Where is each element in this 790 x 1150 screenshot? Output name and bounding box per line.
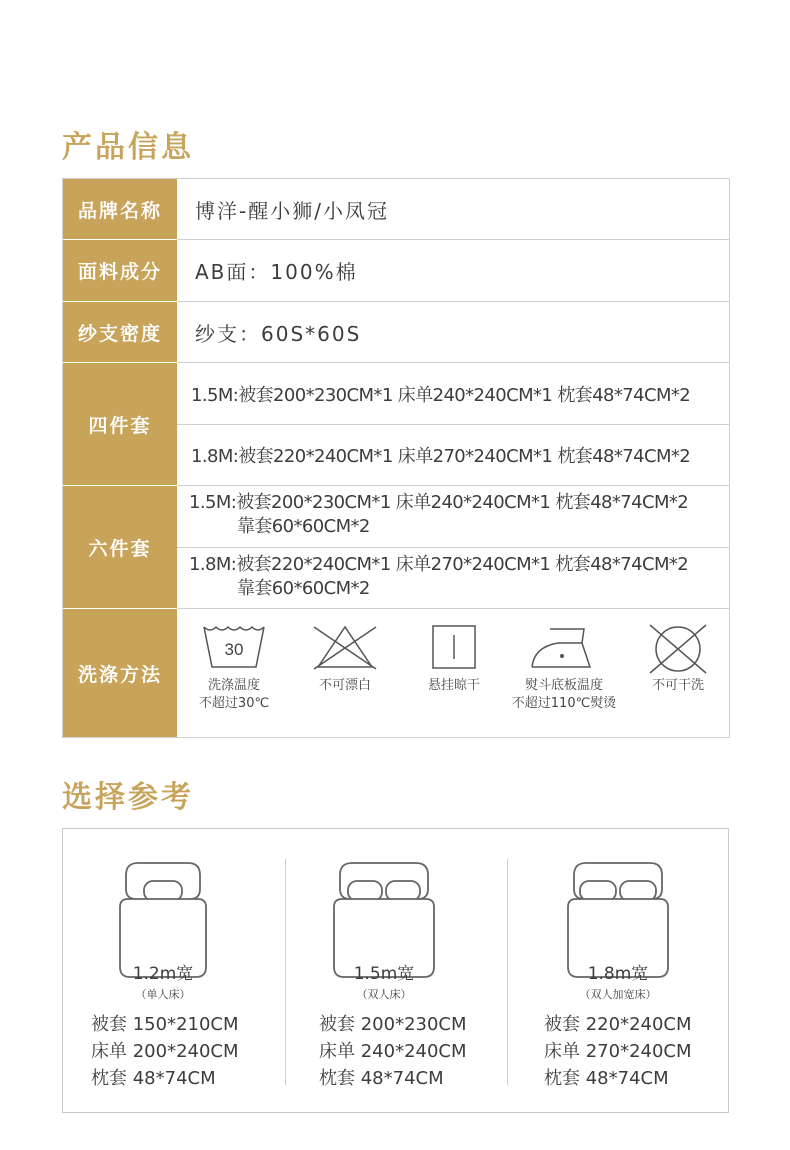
wash-caption-iron bbox=[504, 677, 624, 713]
wash-caption-temperature-line-2: 不超过30℃ bbox=[198, 696, 270, 711]
wash-item-line-dry bbox=[394, 609, 514, 695]
divider bbox=[507, 859, 508, 1085]
bed-size-reference bbox=[62, 828, 729, 1113]
bed-type-single: （单人床） bbox=[135, 988, 191, 1001]
wash-caption-temperature-line-1: 洗涤温度 bbox=[207, 678, 260, 693]
wash-label: 洗涤方法 bbox=[63, 609, 177, 737]
duvet-size-double: 被套 200*230CM bbox=[319, 1014, 467, 1035]
six-piece-row-1 bbox=[177, 491, 729, 539]
fabric-label: 面料成分 bbox=[63, 240, 177, 301]
fabric-value: AB面：100%棉 bbox=[195, 260, 358, 284]
washtub-30-icon bbox=[202, 623, 266, 671]
four-piece-label: 四件套 bbox=[63, 363, 177, 485]
sheet-size-wide-double: 床单 270*240CM bbox=[544, 1041, 692, 1062]
wash-item-iron bbox=[504, 609, 624, 713]
bed-lines-wide-double bbox=[544, 1011, 692, 1092]
six-piece-row-1-line-1: 1.5M:被套200*230CM*1 床单240*240CM*1 枕套48*74CM*2 bbox=[189, 492, 689, 513]
duvet-size-wide-double: 被套 220*240CM bbox=[544, 1014, 692, 1035]
wash-item-no-bleach bbox=[285, 609, 405, 695]
select-reference-title: 选择参考 bbox=[62, 780, 194, 815]
bed-lines-single bbox=[91, 1011, 239, 1092]
divider bbox=[285, 859, 286, 1085]
line-dry-icon bbox=[430, 623, 478, 671]
six-piece-label: 六件套 bbox=[63, 486, 177, 608]
four-piece-row-2: 1.8M:被套220*240CM*1 床单270*240CM*1 枕套48*74CM*2 bbox=[191, 446, 691, 467]
brand-value: 博洋-醒小狮/小凤冠 bbox=[195, 198, 389, 223]
wash-temp-text: 30 bbox=[224, 640, 244, 659]
bed-type-double: （双人床） bbox=[356, 988, 412, 1001]
bed-type-wide-double: （双人加宽床） bbox=[579, 988, 657, 1001]
yarn-label: 纱支密度 bbox=[63, 302, 177, 362]
six-piece-row-2-line-2: 靠套60*60CM*2 bbox=[237, 578, 370, 599]
bed-size-single: 1.2m宽 bbox=[132, 964, 194, 984]
four-piece-row-1: 1.5M:被套200*230CM*1 床单240*240CM*1 枕套48*74CM*2 bbox=[191, 384, 691, 406]
pillowcase-size-single: 枕套 48*74CM bbox=[91, 1068, 216, 1089]
spec-row-fabric bbox=[63, 240, 731, 301]
no-bleach-icon bbox=[310, 623, 380, 671]
product-info-title: 产品信息 bbox=[62, 130, 194, 165]
wash-item-temperature bbox=[174, 609, 294, 713]
no-dry-clean-icon bbox=[646, 623, 710, 675]
wash-caption-iron-line-2: 不超过110℃熨烫 bbox=[511, 696, 617, 711]
pillowcase-size-wide-double: 枕套 48*74CM bbox=[544, 1068, 669, 1089]
iron-icon bbox=[528, 623, 600, 671]
wash-caption-no-bleach: 不可漂白 bbox=[318, 678, 371, 693]
six-piece-row-1-line-2: 靠套60*60CM*2 bbox=[237, 516, 370, 537]
wash-caption-no-dry-clean: 不可干洗 bbox=[651, 678, 704, 693]
wash-caption-line-dry: 悬挂晾干 bbox=[427, 678, 480, 693]
sheet-size-single: 床单 200*240CM bbox=[91, 1041, 239, 1062]
wash-caption-iron-line-1: 熨斗底板温度 bbox=[524, 678, 603, 693]
pillowcase-size-double: 枕套 48*74CM bbox=[319, 1068, 444, 1089]
brand-label: 品牌名称 bbox=[63, 179, 177, 239]
six-piece-row-2 bbox=[177, 553, 729, 601]
spec-row-yarn bbox=[63, 302, 731, 362]
duvet-size-single: 被套 150*210CM bbox=[91, 1014, 239, 1035]
wash-instructions bbox=[177, 609, 729, 739]
spec-row-brand bbox=[63, 179, 731, 239]
six-piece-row-2-line-1: 1.8M:被套220*240CM*1 床单270*240CM*1 枕套48*74CM*2 bbox=[189, 554, 689, 575]
wash-item-no-dry-clean bbox=[618, 609, 738, 695]
bed-lines-double bbox=[319, 1011, 467, 1092]
sheet-size-double: 床单 240*240CM bbox=[319, 1041, 467, 1062]
spec-table bbox=[62, 178, 730, 738]
bed-size-wide-double: 1.8m宽 bbox=[587, 964, 649, 984]
wash-caption-temperature bbox=[174, 677, 294, 713]
bed-size-double: 1.5m宽 bbox=[353, 964, 415, 984]
yarn-value: 纱支：60S*60S bbox=[195, 321, 362, 346]
